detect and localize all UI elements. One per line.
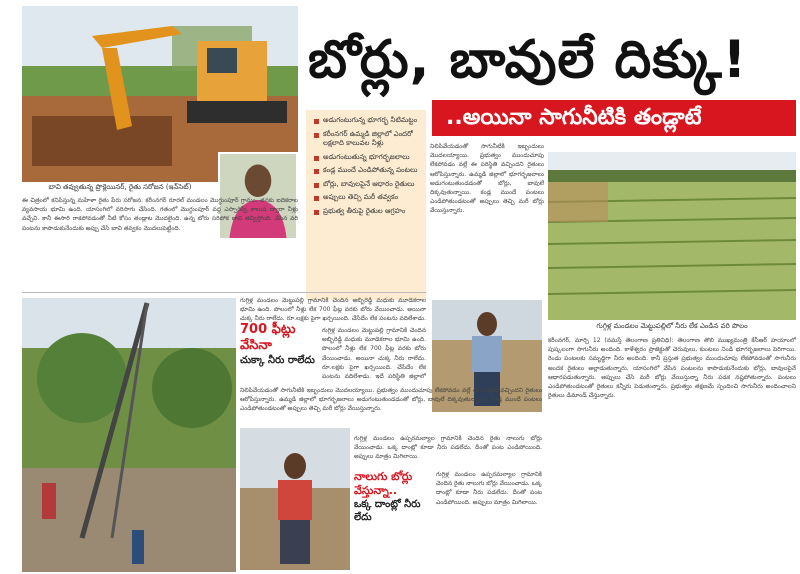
farmer-second-photo (240, 428, 350, 570)
dry-field-photo (548, 152, 796, 320)
pull-quote-700-feet (240, 322, 320, 382)
article-middle-cont: నిలిపివేయడంతో సాగునీటికి ఇబ్బందులు మొదలయ్యాయి. ప్రభుత్వం ముందుచూపు లేకపోవడం వల్లే ఈ పరిస్థితి వచ్చిందని రైతులు ఆరోపిస్తున్నారు. ఉమ్మడి జిల్లాలో భూగర్భజలాలు అడుగంటుతుండడంతో బోర్లు, బావులే దిక్కవుతున్నాయి. కండ్ల ముందే పంటలు ఎండిపోతుండటంతో అప్పులు తెచ్చి మరీ బోర్లు వేయిస్తున్నారు. (240, 387, 542, 413)
pull-quote-four-bores (354, 470, 434, 530)
right-field-caption: గుగ్గిళ్ల మండలం మెట్టుపల్లిలో నీరు లేక ఎండిన వరి పొలం (596, 322, 748, 330)
headline: బోర్లు, బావులే దిక్కు! (308, 30, 748, 90)
article-middle-paragraph: గుగ్గిళ్ల మండలం మెట్టుపల్లి గ్రామానికి చెందిన అబ్బిరెడ్డి మధుకు మూడెకరాల భూమి ఉంది. పొలంలో నీళ్లు లేక 700 ఫీట్ల వరకు బోరు వేయించాడు. అయినా చుక్క నీరు రాలేదు. రూ.లక్షకు పైగా ఖర్చయింది. చేసేదేం లేక పంటను వదిలేశాడు. (240, 297, 426, 323)
bullet-item: కండ్ల ముందే ఎండిపోతున్న పంటలు (314, 166, 420, 176)
article-middle-body: గుగ్గిళ్ల మండలం మెట్టుపల్లి గ్రామానికి చెందిన అబ్బిరెడ్డి మధుకు మూడెకరాల భూమి ఉంది. పొలంలో నీళ్లు లేక 700 ఫీట్ల వరకు బోరు వేయించాడు. అయినా చుక్క నీరు రాలేదు. రూ.లక్షకు పైగా ఖర్చయింది. చేసేదేం లేక పంటను వదిలేశాడు. ఇదే పరిస్థితి జిల్లాలో (322, 327, 426, 381)
highlights-box (306, 110, 426, 300)
divider (22, 292, 426, 293)
article-second-farmer-body: గుగ్గిళ్ల మండలం ఉప్పరమల్యాల గ్రామానికి చెందిన రైతు నాలుగు బోర్లు వేయించాడు. ఒక్క దాంట్లో కూడా నీరు పడలేదు. దీంతో పంట ఎండిపోయింది. అప్పులు మాత్రం మిగిలాయి. (436, 471, 542, 506)
article-lead-paragraph: ఈ చిత్రంలో కనిపిస్తున్న మహిళా రైతు పేరు సరోజన. కరీంనగర్ రూరల్ మండలం మొగ్ధుంపూర్ గ్రామం. తనకు ఐదెకరాల వ్యవసాయ భూమి ఉంది. యాసంగిలో వరిసాగు చేసింది. గతంలో మొగ్ధుంపూర్ వద్ద ఎస్సారెస్పీ కాలువ ద్వారా నీళ్లు వచ్చేవి. కానీ ఈసారి రాకపోవడంతో నీటి కోసం తండ్లాట మొదలైంది. ఉన్న బోరు సరిపోక బావి తవ్విస్తోంది. వేసిన వరి పంటను కాపాడుకునేందుకు అప్పు చేసి బావి తవ్వకం మొదలుపెట్టింది. (22, 197, 298, 232)
pull-quote-dark-text: చుక్కా నీరు రాలేదు (240, 355, 315, 366)
bullet-item: అప్పులు తెచ్చి మరీ తవ్వకం (314, 193, 420, 203)
bullet-item: అడుగంటుతున్న భూగర్భజలాలు (314, 153, 420, 163)
bullet-item: అడుగంటుగున్న భూగర్భ నీటిమట్టం (314, 116, 420, 126)
borewell-rig-photo (22, 298, 236, 572)
pull-quote-red-text: 700 ఫీట్లు వేసినా (240, 322, 296, 353)
bullet-item: ప్రభుత్వ తీరుపై రైతుల ఆగ్రహం (314, 207, 420, 217)
pull-quote-red-text: నాలుగు బోర్లు వేస్తున్నా.. (354, 470, 413, 497)
bullet-item: కరీంనగర్ ఉమ్మడి జిల్లాలో ఎందరో లక్షలాది కాలువల నీళ్లు (314, 130, 420, 149)
subheadline: ..అయినా సాగునీటికి తండ్లాటే (432, 100, 796, 136)
top-left-caption: బావి తవ్వుతున్న ప్రొక్లెయినర్, రైతు సరోజన (ఇన్‌సెట్) (48, 183, 192, 191)
article-column-2: నిలిపివేయడంతో సాగునీటికి ఇబ్బందులు మొదలయ్యాయి. ప్రభుత్వం ముందుచూపు లేకపోవడం వల్లే ఈ పరిస్థితి వచ్చిందని రైతులు ఆరోపిస్తున్నారు. ఉమ్మడి జిల్లాలో భూగర్భజలాలు అడుగంటుతుండడంతో బోర్లు, బావులే దిక్కవుతున్నాయి. కండ్ల ముందే పంటలు ఎండిపోతుండటంతో అప్పులు తెచ్చి మరీ బోర్లు వేయిస్తున్నారు. (430, 143, 544, 215)
article-second-farmer: గుగ్గిళ్ల మండలం ఉప్పరమల్యాల గ్రామానికి చెందిన రైతు నాలుగు బోర్లు వేయించాడు. ఒక్క దాంట్లో కూడా నీరు పడలేదు. దీంతో పంట ఎండిపోయింది. అప్పులు మాత్రం మిగిలాయి. (354, 435, 542, 461)
pull-quote-dark-text: ఒక్క దాంట్లో నీరు లేదు (354, 499, 421, 523)
bullet-item: బోర్లు, బావులపైనే ఆధారం రైతులు (314, 180, 420, 190)
article-main-text: కరీంనగర్, మార్చి 12 (నమస్తే తెలంగాణ ప్రతినిధి): తెలంగాణ తొలి ముఖ్యమంత్రి కేసీఆర్ హయాంలో పుష్కలంగా సాగునీరు అందింది. కాళేశ్వరం ప్రాజెక్టుతో చెరువులు, కుంటలు నిండి భూగర్భజలాలు పెరిగాయి. రెండు పంటలకు సమృద్ధిగా నీరు అందింది. కానీ ప్రస్తుత ప్రభుత్వం ముందుచూపు లేకపోవడంతో సాగునీరు అందక రైతులు అల్లాడుతున్నారు. యాసంగిలో వేసిన పంటలను కాపాడుకునేందుకు బోర్లు, బావులపైనే ఆధారపడుతున్నారు. అప్పులు చేసి మరీ బోర్లు వేయిస్తున్నా నీరు పడక నష్టపోతున్నారు. పంటలు ఎండిపోతుండటంతో రైతులు కన్నీరు పెడుతున్నారు. ప్రభుత్వం తక్షణమే స్పందించి సాగునీరు అందించాలని రైతులు డిమాండ్ చేస్తున్నారు. (548, 337, 796, 400)
